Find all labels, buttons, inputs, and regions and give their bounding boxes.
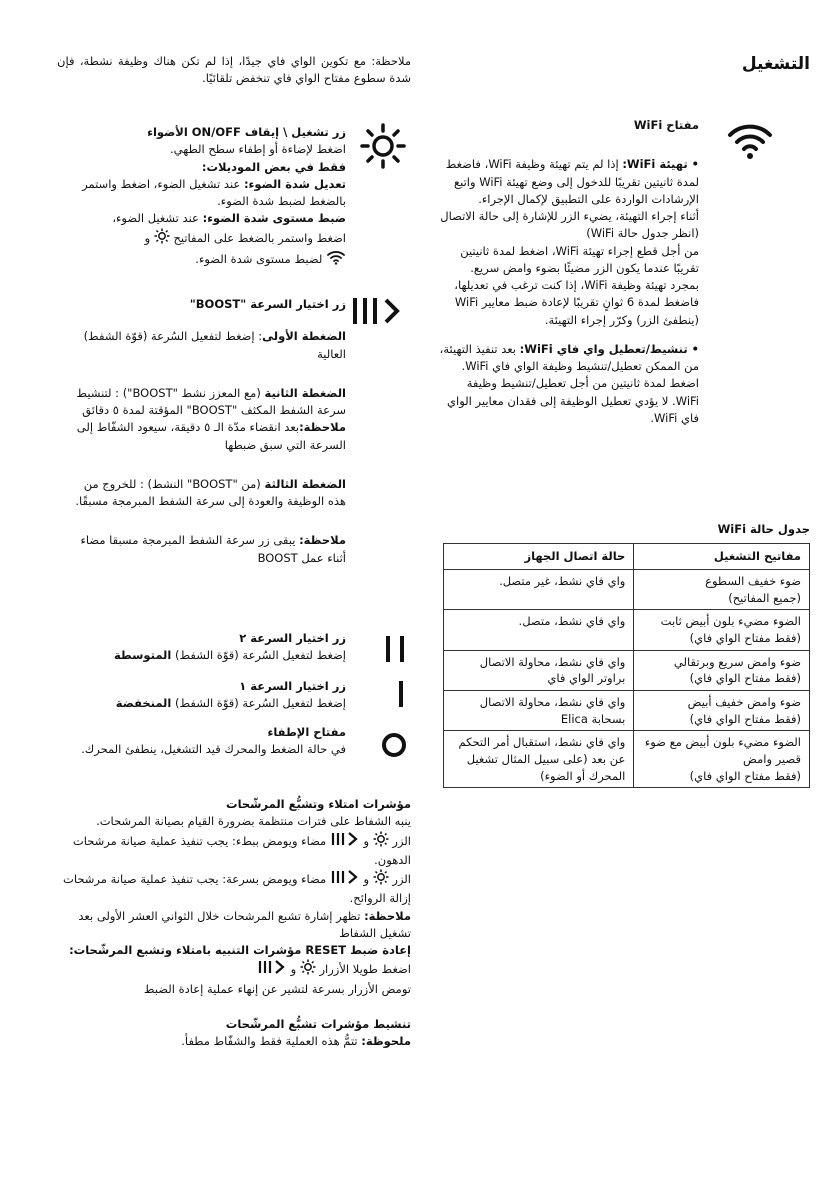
wifi-setup-text: إذا لم يتم تهيئة وظيفة WiFi، فاضغط لمدة ثانيتين تقريبًا للدخول إلى وضع تهيئة WiFi واتبع الإرشادات الواردة على التطبيق لإكمال الإجراء. bbox=[445, 157, 699, 206]
status-keys-cell: ضوء وامض خفيف أبيض (فقط مفتاح الواي فاي) bbox=[634, 690, 810, 730]
wifi-toggle-label: • تنشيط/تعطيل واي فاي WiFi: bbox=[519, 341, 699, 356]
status-table-title: جدول حالة WiFi bbox=[717, 522, 810, 536]
speed1-icon bbox=[396, 679, 406, 714]
off-section bbox=[64, 724, 346, 759]
wifi-status-table bbox=[443, 543, 810, 788]
boost-note-text: يبقى زر سرعة الشفط المبرمجة مسبقا مضاء أثناء عمل BOOST bbox=[80, 533, 346, 565]
wifi-setup-p2: أثناء إجراء التهيئة، يضيء الزر للإشارة إلى حالة الاتصال (انظر جدول حالة WiFi) bbox=[440, 209, 699, 241]
speed1-level: المنخفضة bbox=[115, 696, 172, 711]
wifi-small-icon bbox=[326, 249, 346, 270]
table-row bbox=[444, 650, 810, 690]
filters-reset-title: إعادة ضبط RESET مؤشرات التنبيه بامتلاء وتشبع المرشّحات: bbox=[69, 943, 411, 957]
table-row bbox=[444, 569, 810, 609]
filters-note-text: تظهر إشارة تشبع المرشحات خلال الثواني العشر الأولى بعد تشغيل الشفاط bbox=[78, 908, 411, 940]
status-state-cell: واي فاي نشط، محاولة الاتصال براوتر الواي فاي bbox=[444, 650, 634, 690]
status-keys-cell: الضوء مضيء بلون أبيض مع ضوء قصير وامض (فقط مفتاح الواي فاي) bbox=[634, 731, 810, 788]
off-text: في حالة الضغط والمحرك قيد التشغيل، ينطفئ المحرك. bbox=[81, 742, 346, 757]
filters-grease-pre: الزر bbox=[392, 833, 411, 848]
sun-icon bbox=[373, 831, 389, 852]
table-header-keys: مفاتيح التشغيل bbox=[634, 544, 810, 570]
boost-small-icon bbox=[257, 960, 287, 979]
filters-reset-and: و bbox=[290, 962, 297, 977]
filters-section bbox=[55, 796, 411, 1050]
light-set-text2: اضغط واستمر بالضغط على المفاتيح bbox=[173, 230, 346, 245]
table-row bbox=[444, 690, 810, 730]
light-icon bbox=[360, 123, 406, 174]
table-row bbox=[444, 731, 810, 788]
power-off-icon bbox=[380, 731, 408, 764]
filters-activate-label: ملحوظة: bbox=[361, 1034, 411, 1048]
boost-third-text: (من "BOOST" النشط) : للخروج من هذه الوظيفة والعودة إلى سرعة الشفط المبرمجة مسبقًا. bbox=[75, 476, 346, 508]
wifi-heading: مفتاح WiFi bbox=[633, 118, 699, 132]
status-state-cell: واي فاي نشط، استقبال أمر التحكم عن بعد (على سبيل المثال تشغيل المحرك أو الضوء) bbox=[444, 731, 634, 788]
filters-odor-text: مضاء ويومض بسرعة: يجب تنفيذ عملية صيانة مرشحات إزالة الروائح. bbox=[63, 872, 411, 906]
light-adjust-text: عند تشغيل الضوء، اضغط واستمر بالضغط لضبط شدة الضوء. bbox=[82, 176, 346, 208]
boost-icon bbox=[350, 296, 404, 331]
boost-third-label: الضغطة الثالثة bbox=[264, 476, 346, 491]
boost-small-icon bbox=[330, 870, 360, 889]
off-title: مفتاح الإطفاء bbox=[267, 725, 346, 739]
status-keys-cell: الضوء مضيء بلون أبيض ثابت (فقط مفتاح الواي فاي) bbox=[634, 610, 810, 650]
speed1-title: زر اختيار السرعة ١ bbox=[239, 679, 346, 693]
sun-icon bbox=[373, 869, 389, 890]
wifi-section bbox=[439, 117, 699, 427]
light-set-text3: لضبط مستوى شدة الضوء. bbox=[195, 251, 323, 266]
wifi-status-table-block bbox=[443, 521, 810, 788]
status-keys-cell: ضوء وامض سريع وبرتقالي (فقط مفتاح الواي فاي) bbox=[634, 650, 810, 690]
wifi-setup-p4: بمجرد تهيئة وظيفة WiFi، إذا كنت ترغب في تعديلها، فاضغط لمدة 6 ثوانٍ تقريبًا لإعادة ضبط معايير WiFi (ينطفئ الزر) وكرّر إجراء التهيئة. bbox=[454, 278, 699, 327]
light-set-and: و bbox=[144, 230, 151, 245]
speed2-level: المتوسطة bbox=[113, 648, 172, 663]
boost-first-text: : إضغط لتفعيل السُرعة (قوّة الشفط) العالية bbox=[83, 329, 346, 361]
status-state-cell: واي فاي نشط، متصل. bbox=[444, 610, 634, 650]
wifi-icon bbox=[727, 121, 773, 166]
light-set-text: عند تشغيل الضوء، bbox=[112, 211, 199, 226]
boost-section bbox=[64, 296, 346, 567]
sun-icon bbox=[300, 959, 316, 980]
light-models-label: فقط في بعض الموديلات: bbox=[201, 159, 346, 174]
filters-note-label: ملاحظة: bbox=[364, 908, 411, 923]
filters-reset-pre: اضغط طويلا الأزرار bbox=[319, 962, 411, 977]
page-title: التشغيل bbox=[741, 54, 810, 74]
speed1-section bbox=[64, 678, 346, 713]
boost-note-label: ملاحظة: bbox=[299, 533, 346, 548]
top-note: ملاحظة: مع تكوين الواي فاي جيدًا، إذا لم تكن هناك وظيفة نشطة، فإن شدة سطوع مفتاح الواي فاي تنخفض تلقائيًا. bbox=[57, 54, 411, 86]
light-section bbox=[64, 124, 346, 270]
filters-grease-text: مضاء ويومض ببطء: يجب تنفيذ عملية صيانة مرشحات الدهون. bbox=[72, 833, 411, 867]
speed2-text: إضغط لتفعيل السُرعة (قوّة الشفط) bbox=[174, 648, 346, 663]
light-adjust-label: تعديل شدة الضوء: bbox=[243, 176, 346, 191]
boost-second-text: (مع المعزز نشط "BOOST") : لتنشيط سرعة الشفط المكثف "BOOST" المؤقتة لمدة ٥ دقائق bbox=[76, 385, 346, 417]
filters-title: مؤشرات امتلاء وتشبُّع المرشّحات bbox=[226, 797, 411, 811]
speed1-text: إضغط لتفعيل السُرعة (قوّة الشفط) bbox=[174, 696, 346, 711]
wifi-setup-label: • تهيئة WiFi: bbox=[622, 157, 699, 172]
filters-odor-and: و bbox=[363, 872, 370, 887]
light-line1: اضغط لإضاءة أو إطفاء سطح الطهي. bbox=[170, 142, 346, 157]
status-state-cell: واي فاي نشط، غير متصل. bbox=[444, 569, 634, 609]
boost-title: زر اختيار السرعة "BOOST" bbox=[189, 297, 346, 311]
sun-icon bbox=[154, 228, 170, 249]
speed2-title: زر اختيار السرعة ٢ bbox=[239, 631, 346, 645]
filters-odor-pre: الزر bbox=[392, 872, 411, 887]
filters-reset-after: تومض الأزرار بسرعة لتشير عن إنهاء عملية إعادة الضبط bbox=[143, 981, 411, 996]
light-set-label: ضبط مستوى شدة الضوء: bbox=[202, 211, 346, 226]
filters-activate-title: تنشيط مؤشرات تشبُّع المرشّحات bbox=[225, 1016, 411, 1031]
filters-activate-text: تتمُّ هذه العملية فقط والشفّاط مطفأ. bbox=[181, 1034, 358, 1048]
filters-intro: ينبه الشفاط على فترات منتظمة بضرورة القيام بصيانة المرشحات. bbox=[96, 814, 411, 829]
boost-second-note: بعد انقضاء مدّة الـ ٥ دقيقة، سيعود الشفّاط إلى السرعة التي سبق ضبطها bbox=[76, 420, 346, 452]
speed2-icon bbox=[383, 634, 409, 669]
status-keys-cell: ضوء خفيف السطوع (جميع المفاتيح) bbox=[634, 569, 810, 609]
status-state-cell: واي فاي نشط، محاولة الاتصال بسحابة Elica bbox=[444, 690, 634, 730]
wifi-setup-p3: من أجل قطع إجراء تهيئة WiFi، اضغط لمدة ثانيتين تقريبًا عندما يكون الزر مضيئًا بضوء وامض سريع. bbox=[460, 243, 699, 275]
boost-second-label: الضغطة الثانية bbox=[264, 385, 346, 400]
boost-small-icon bbox=[330, 832, 360, 851]
table-header-state: حالة اتصال الجهاز bbox=[444, 544, 634, 570]
boost-first-label: الضغطة الأولى bbox=[262, 329, 346, 344]
wifi-toggle-text: بعد تنفيذ التهيئة، من الممكن تعطيل/تنشيط وظيفة الواي فاي WiFi. اضغط لمدة ثانيتين من أجل تعطيل/تنشيط وظيفة WiFi. لا يؤدي تعطيل الوظيفة إلى فقدان معايير الواي فاي WiFi. bbox=[439, 341, 699, 425]
light-title: زر تشغيل \ إيقاف ON/OFF الأضواء bbox=[147, 125, 346, 139]
speed2-section bbox=[64, 630, 346, 665]
table-row bbox=[444, 610, 810, 650]
boost-second-note-label: ملاحظة: bbox=[299, 420, 346, 435]
filters-grease-and: و bbox=[363, 833, 370, 848]
